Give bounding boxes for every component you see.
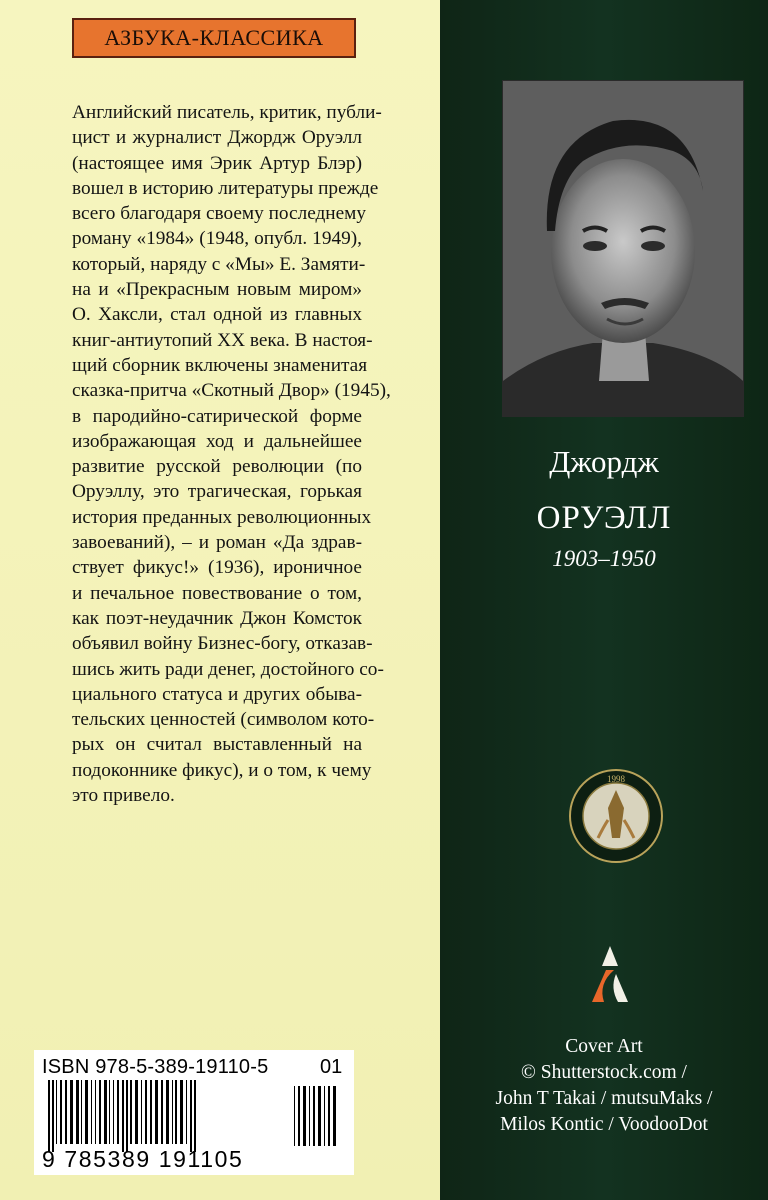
barcode-addon-bar <box>313 1086 315 1146</box>
barcode-bar <box>180 1080 183 1144</box>
description-line: как поэт-неудачник Джон Комсток <box>72 607 362 629</box>
description-line: сказка-притча «Скотный Двор» (1945), <box>72 380 391 402</box>
barcode-bar <box>141 1080 142 1144</box>
barcode-bar <box>60 1080 62 1144</box>
description-line: тельских ценностей (символом кото- <box>72 709 375 731</box>
isbn-barcode <box>34 1050 354 1175</box>
description-line: в пародийно-сатирической форме <box>72 405 362 427</box>
barcode-bars <box>44 1080 344 1152</box>
description-line: ствует фикус!» (1936), ироничное <box>72 557 362 579</box>
barcode-bar <box>172 1080 173 1144</box>
barcode-bar <box>65 1080 67 1144</box>
description-line: развитие русской революции (по <box>72 456 362 478</box>
description-line: история преданных революционных <box>72 506 372 528</box>
credit-line: John T Takai / mutsuMaks / <box>495 1088 713 1109</box>
description-line: подоконнике фикус), и о том, к чему <box>72 759 372 781</box>
barcode-bar <box>194 1080 196 1152</box>
barcode-bar <box>166 1080 169 1144</box>
barcode-bar <box>175 1080 177 1144</box>
description-line: роману «1984» (1948, опубл. 1949), <box>72 228 362 250</box>
description-line: завоеваний), – и роман «Да здрав- <box>72 532 362 554</box>
description-line: всего благодаря своему последнему <box>72 203 367 225</box>
description-line: циального статуса и других обыва- <box>72 683 362 705</box>
description-line: цист и журналист Джордж Оруэлл <box>72 127 362 149</box>
description-line: который, наряду с «Мы» Е. Замяти- <box>72 253 366 275</box>
series-badge <box>72 18 356 58</box>
barcode-addon-bar <box>309 1086 310 1146</box>
book-description <box>72 100 391 808</box>
barcode-bar <box>126 1080 128 1152</box>
barcode-addon: 01 <box>320 1056 343 1078</box>
description-line: изображающая ход и дальнейшее <box>72 430 362 452</box>
barcode-addon-bar <box>298 1086 300 1146</box>
author-first-name: Джордж <box>549 444 659 479</box>
credit-line: Milos Kontic / VoodooDot <box>500 1114 708 1135</box>
description-line: Английский писатель, критик, публи- <box>72 102 382 123</box>
barcode-bar <box>52 1080 54 1152</box>
description-line: шись жить ради денег, достойного со- <box>72 658 384 680</box>
barcode-bar <box>56 1080 57 1144</box>
barcode-bar <box>76 1080 79 1144</box>
barcode-bar <box>99 1080 101 1144</box>
credit-line: Cover Art <box>565 1036 643 1057</box>
barcode-bar <box>95 1080 96 1144</box>
barcode-addon-bar <box>333 1086 336 1146</box>
description-line: книг-антиутопий XX века. В настоя- <box>72 329 373 351</box>
barcode-addon-bar <box>324 1086 325 1146</box>
barcode-bar <box>85 1080 88 1144</box>
barcode-bar <box>161 1080 163 1144</box>
barcode-bar <box>117 1080 119 1144</box>
description-line: это привело. <box>72 785 175 807</box>
barcode-bar <box>104 1080 107 1144</box>
barcode-addon-bar <box>303 1086 306 1146</box>
back-cover-right-panel <box>440 0 768 1200</box>
publisher-a-logo-icon <box>588 944 632 1004</box>
barcode-bar <box>91 1080 92 1144</box>
description-line: щий сборник включены знаменитая <box>72 354 368 376</box>
barcode-bar <box>190 1080 192 1152</box>
credit-line: © Shutterstock.com / <box>521 1062 687 1083</box>
series-label: АЗБУКА-КЛАССИКА <box>104 25 324 50</box>
barcode-bar <box>109 1080 110 1144</box>
barcode-bar <box>130 1080 132 1144</box>
description-line: объявил войну Бизнес-богу, отказав- <box>72 633 373 655</box>
barcode-addon-bar <box>318 1086 321 1146</box>
description-line: Оруэллу, это трагическая, горькая <box>72 481 362 503</box>
barcode-bar <box>122 1080 124 1152</box>
description-line: на и «Прекрасным новым миром» <box>72 279 362 301</box>
author-last-name: ОРУЭЛЛ <box>536 500 672 536</box>
barcode-bar <box>113 1080 114 1144</box>
barcode-bar <box>135 1080 138 1144</box>
barcode-addon-bar <box>294 1086 295 1146</box>
author-portrait <box>502 80 744 417</box>
description-line: вошел в историю литературы прежде <box>72 177 379 199</box>
barcode-bar <box>145 1080 147 1144</box>
description-line: О. Хаксли, стал одной из главных <box>72 304 362 326</box>
barcode-bar <box>48 1080 50 1152</box>
description-line: (настоящее имя Эрик Артур Блэр) <box>72 152 362 174</box>
barcode-bar <box>81 1080 82 1144</box>
barcode-bar <box>186 1080 187 1144</box>
barcode-addon-bar <box>328 1086 330 1146</box>
barcode-bar <box>155 1080 158 1144</box>
barcode-bar <box>150 1080 152 1144</box>
award-seal-icon <box>568 768 664 864</box>
description-line: и печальное повествование о том, <box>72 582 362 604</box>
description-line: рых он считал выставленный на <box>72 734 362 756</box>
cover-art-credits <box>440 1034 768 1138</box>
isbn-number: ISBN 978-5-389-19110-5 <box>42 1056 269 1078</box>
author-life-years: 1903–1950 <box>552 546 656 571</box>
barcode-bar <box>70 1080 73 1144</box>
seal-year: 1998 <box>607 774 625 784</box>
ean-digits: 9 785389 191105 <box>42 1146 244 1172</box>
